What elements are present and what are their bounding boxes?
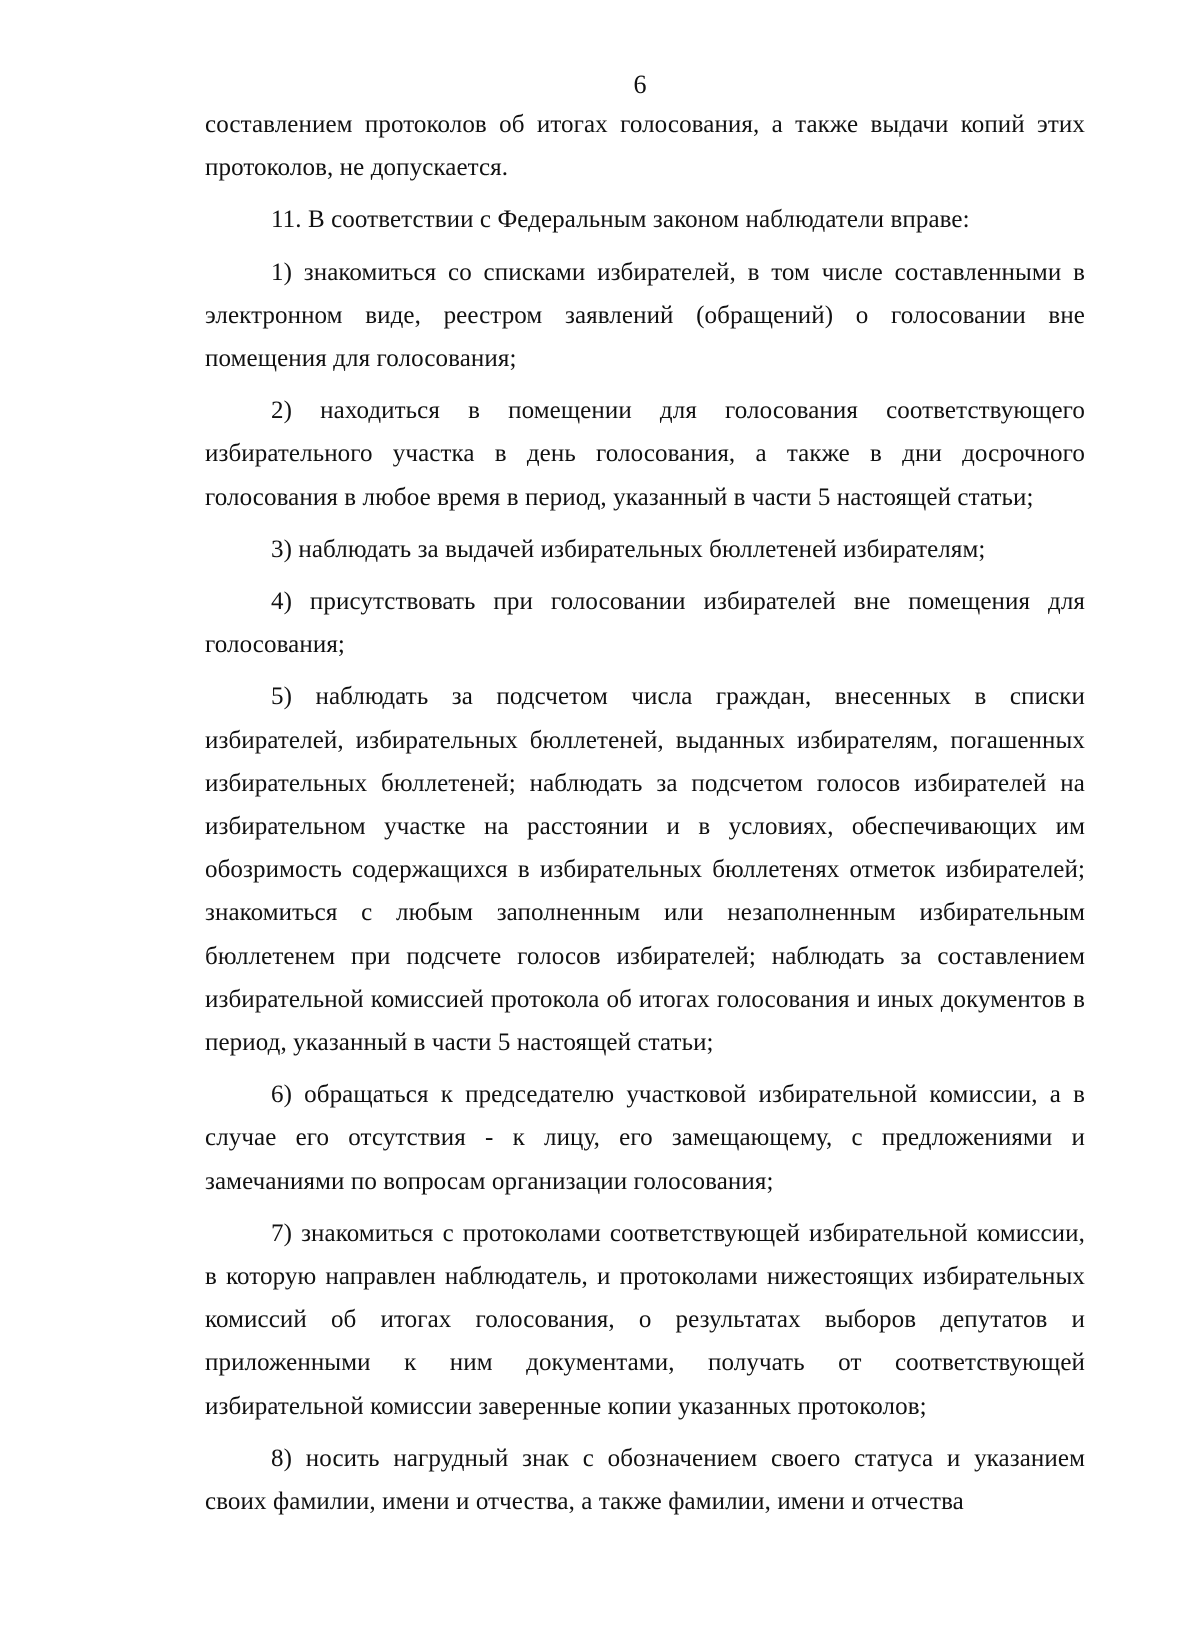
paragraph-item-8: 8) носить нагрудный знак с обозначением своего статуса и указанием своих фамилии, имени и отчества, а также фамилии, имени и отчества (205, 1444, 1085, 1516)
document-body (205, 103, 1085, 1532)
paragraph-item-3: 3) наблюдать за выдачей избирательных бюллетеней избирателям; (271, 535, 986, 563)
paragraph-continuation: составлением протоколов об итогах голосования, а также выдачи копий этих протоколов, не допускается. (205, 111, 1085, 182)
paragraph-item-6: 6) обращаться к председателю участковой избирательной комиссии, а в случае его отсутствия - к лицу, его замещающему, с предложениями и замечаниями по вопросам организации голосования; (205, 1081, 1085, 1195)
paragraph-item-2: 2) находиться в помещении для голосования соответствующего избирательного участка в день голосования, а также в дни досрочного голосования в любое время в период, указанный в части 5 настоящей статьи; (205, 397, 1085, 511)
paragraph-item-4: 4) присутствовать при голосовании избирателей вне помещения для голосования; (205, 588, 1085, 659)
paragraph-item-7: 7) знакомиться с протоколами соответствующей избирательной комиссии, в которую направлен наблюдатель, и протоколами нижестоящих избирательных комиссий об итогах голосования, о результатах выборов депутатов и приложенными к ним документами, получать от соответствующей избирательной комиссии заверенные копии указанных протоколов; (205, 1219, 1085, 1420)
page-number: 6 (633, 70, 647, 99)
paragraph-item-1: 1) знакомиться со списками избирателей, в том числе составленными в электронном виде, реестром заявлений (обращений) о голосовании вне помещения для голосования; (205, 258, 1085, 373)
paragraph-item-5: 5) наблюдать за подсчетом числа граждан, внесенных в списки избирателей, избирательных бюллетеней, выданных избирателям, погашенных избирательных бюллетеней; наблюдать за подсчетом голосов избирателей на избирательном участке на расстоянии и в условиях, обеспечивающих им обозримость содержащихся в избирательных бюллетенях отметок избирателей; знакомиться с любым заполненным или незаполненным избирательным бюллетенем при подсчете голосов избирателей; наблюдать за составлением избирательной комиссией протокола об итогах голосования и иных документов в период, указанный в части 5 настоящей статьи; (205, 683, 1085, 1057)
paragraph-section-11: 11. В соответствии с Федеральным законом наблюдатели вправе: (271, 206, 970, 234)
